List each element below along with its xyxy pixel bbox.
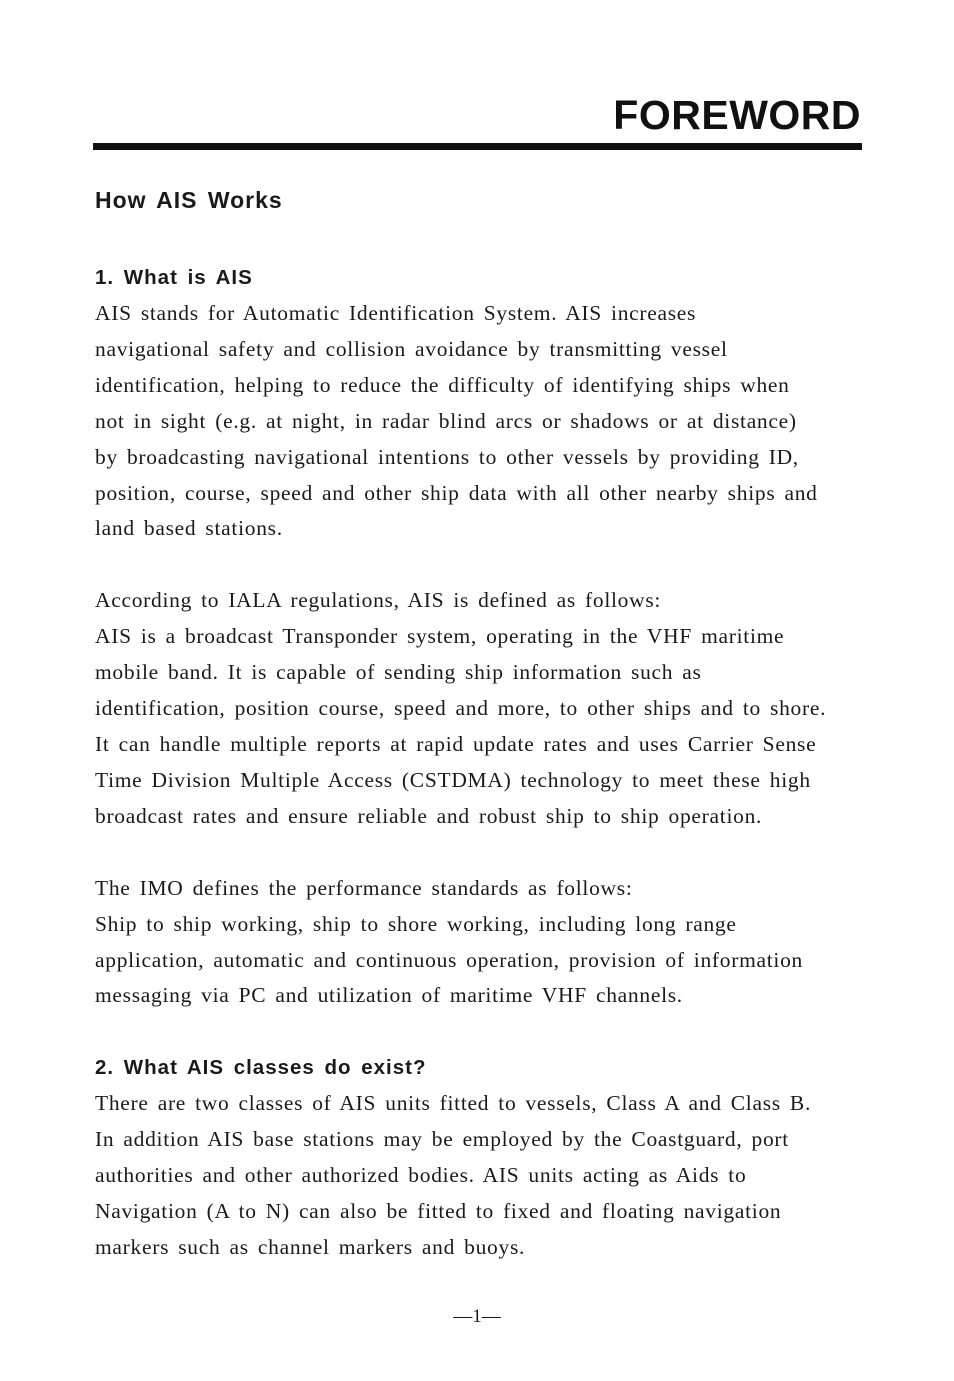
- text-line: identification, position course, speed and more, to other ships and to shore.: [95, 696, 827, 721]
- paragraph: [95, 583, 895, 834]
- text-line: AIS is a broadcast Transponder system, operating in the VHF maritime: [95, 624, 785, 649]
- text-line: navigational safety and collision avoidance by transmitting vessel: [95, 336, 728, 361]
- text-line: not in sight (e.g. at night, in radar blind arcs or shadows or at distance): [95, 408, 797, 433]
- text-line: broadcast rates and ensure reliable and robust ship to ship operation.: [95, 803, 763, 828]
- text-line: mobile band. It is capable of sending ship information such as: [95, 660, 702, 685]
- section-ais-classes: [95, 1050, 895, 1266]
- text-line: position, course, speed and other ship data with all other nearby ships and: [95, 480, 818, 505]
- text-line: AIS stands for Automatic Identification System. AIS increases: [95, 301, 697, 325]
- paragraph: [95, 871, 895, 1015]
- text-line: application, automatic and continuous operation, provision of information: [95, 947, 803, 972]
- text-line: messaging via PC and utilization of maritime VHF channels.: [95, 983, 683, 1008]
- section-what-is-ais: [95, 260, 895, 1050]
- page-number: —1—: [453, 1306, 501, 1327]
- text-line: Ship to ship working, ship to shore working, including long range: [95, 911, 737, 936]
- text-line: Navigation (A to N) can also be fitted to fixed and floating navigation: [95, 1199, 782, 1224]
- subsection-heading: 1. What is AIS: [95, 266, 253, 289]
- paragraph: [95, 296, 895, 547]
- text-line: In addition AIS base stations may be employed by the Coastguard, port: [95, 1127, 789, 1152]
- text-line: authorities and other authorized bodies. AIS units acting as Aids to: [95, 1163, 747, 1188]
- text-line: land based stations.: [95, 516, 283, 541]
- page-content: [95, 182, 895, 1266]
- text-line: There are two classes of AIS units fitted to vessels, Class A and Class B.: [95, 1091, 812, 1116]
- text-line: by broadcasting navigational intentions to other vessels by providing ID,: [95, 444, 799, 469]
- subsection-heading: 2. What AIS classes do exist?: [95, 1056, 427, 1080]
- text-line: Time Division Multiple Access (CSTDMA) technology to meet these high: [95, 767, 811, 792]
- text-line: identification, helping to reduce the difficulty of identifying ships when: [95, 372, 790, 397]
- text-line: markers such as channel markers and buoys.: [95, 1234, 526, 1259]
- title-rule: [93, 143, 862, 150]
- text-line: It can handle multiple reports at rapid update rates and uses Carrier Sense: [95, 731, 817, 756]
- text-line: According to IALA regulations, AIS is defined as follows:: [95, 588, 662, 613]
- section-heading: How AIS Works: [95, 187, 283, 213]
- paragraph: [95, 1086, 895, 1266]
- page-title: FOREWORD: [613, 92, 861, 138]
- text-line: The IMO defines the performance standards as follows:: [95, 875, 633, 900]
